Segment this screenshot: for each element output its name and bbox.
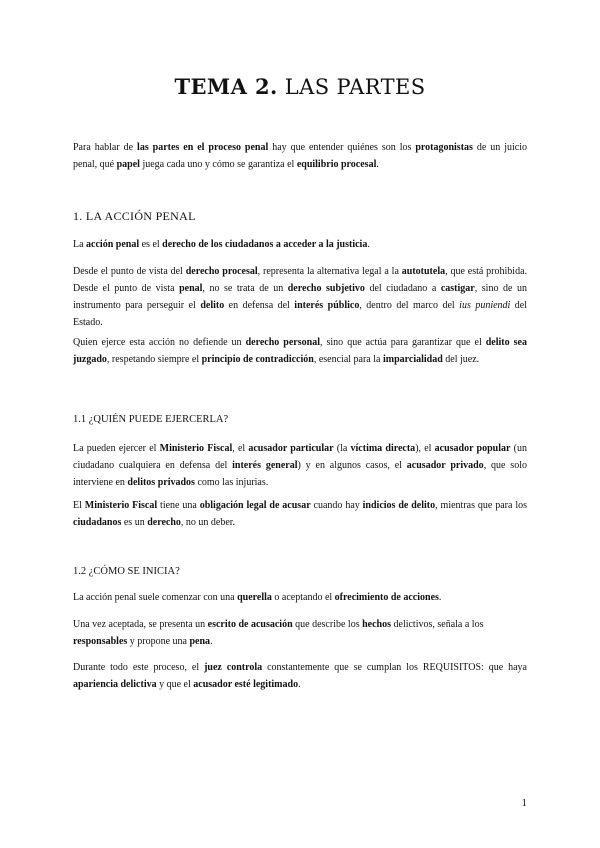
text-run: que describe los [292, 619, 363, 630]
section-heading-como-se-inicia: 1.2 ¿CÓMO SE INICIA? [73, 566, 180, 577]
text-run: La pueden ejercer el [73, 443, 160, 454]
text-run: , sino que actúa para garantizar que el [319, 337, 486, 348]
text-run: tiene una [157, 500, 200, 511]
paragraph-ministerio-fiscal [73, 497, 527, 531]
title-number: TEMA 2. [174, 74, 278, 99]
text-run: y propone una [127, 636, 190, 647]
bold-term: autotutela [401, 266, 446, 277]
bold-term: víctima directa [350, 443, 416, 454]
bold-term: acción penal [86, 239, 140, 250]
text-run: constantemente que se cumplan los REQUISITOS: que haya [262, 662, 527, 673]
bold-term: delito sea juzgado [73, 337, 527, 365]
bold-term: indicios de delito [362, 500, 436, 511]
bold-term: responsables [73, 636, 128, 647]
section-heading-quien-puede: 1.1 ¿QUIÉN PUEDE EJERCERLA? [73, 414, 229, 425]
text-run: , respetando siempre el [106, 354, 202, 365]
bold-term: principio de contradicción [201, 354, 314, 365]
page-number: 1 [521, 797, 527, 809]
text-run: (un ciudadano cualquiera en defensa del [73, 443, 527, 471]
paragraph-quien-ejerce [73, 334, 527, 368]
text-run: El [73, 500, 85, 511]
bold-term: obligación legal de acusar [199, 500, 311, 511]
text-run: cuando hay [310, 500, 363, 511]
paragraph-derecho-procesal [73, 263, 527, 331]
text-run: . [210, 636, 213, 647]
text-run: . [376, 159, 379, 170]
bold-term: Ministerio Fiscal [84, 500, 158, 511]
text-run: , que solo interviene en [73, 460, 527, 488]
paragraph-juez-controla [73, 659, 527, 693]
bold-term: acusador particular [248, 443, 334, 454]
text-run: , esencial para la [313, 354, 383, 365]
bold-term: castigar [440, 283, 475, 294]
bold-term: derecho procesal [185, 266, 258, 277]
page-title [0, 74, 600, 99]
text-run: , que está prohibida. Desde el punto de vista [73, 266, 528, 294]
text-run: La [73, 239, 87, 250]
bold-term: acusador privado [406, 460, 484, 471]
text-run: juega cada uno y cómo se garantiza el [139, 159, 297, 170]
bold-term: pena [189, 636, 211, 647]
text-run: ), el [415, 443, 435, 454]
bold-term: derecho subjetivo [287, 283, 365, 294]
bold-term: imparcialidad [382, 354, 443, 365]
text-run: del Estado. [73, 300, 528, 328]
paragraph-escrito-acusacion [73, 616, 527, 650]
bold-term: escrito de acusación [207, 619, 293, 630]
bold-term: querella [237, 592, 272, 603]
bold-term: ciudadanos [73, 517, 122, 528]
text-run: como las injurias. [194, 477, 269, 488]
bold-term: delitos privados [127, 477, 195, 488]
bold-term: derecho [147, 517, 181, 528]
bold-term: ofrecimiento de acciones [334, 592, 439, 603]
text-run: Desde el punto de vista del [73, 266, 186, 277]
bold-term: juez controla [204, 662, 263, 673]
text-run: , el [232, 443, 249, 454]
text-run: y que el [156, 679, 194, 690]
bold-term: hechos [362, 619, 391, 630]
section-heading-accion-penal: 1. LA ACCIÓN PENAL [73, 209, 196, 223]
text-run: , sino de un instrumento para perseguir el [73, 283, 527, 311]
bold-term: derecho personal [245, 337, 320, 348]
bold-term: equilibrio procesal [296, 159, 377, 170]
bold-term: papel [116, 159, 140, 170]
text-run: . [438, 592, 442, 603]
text-run: , no se trata de un [202, 283, 288, 294]
paragraph-querella [73, 589, 527, 606]
text-run: Quien ejerce esta acción no defiende un [73, 337, 246, 348]
text-run: ) y en algunos casos, el [297, 460, 407, 471]
bold-term: derecho de los ciudadanos a acceder a la justicia [162, 239, 368, 250]
text-run: en defensa del [224, 300, 295, 311]
text-run: (la [333, 443, 351, 454]
text-run: delictivos, señala a los [391, 619, 484, 630]
bold-term: interés general [232, 460, 298, 471]
text-run: o aceptando el [271, 592, 335, 603]
text-run: . [298, 679, 301, 690]
text-run: . [367, 239, 370, 250]
bold-term: protagonistas [415, 142, 473, 153]
paragraph-quienes-ejercen [73, 440, 527, 491]
text-run: , no un deber. [180, 517, 236, 528]
bold-term: acusador esté legitimado [193, 679, 299, 690]
bold-term: delito [200, 300, 225, 311]
intro-paragraph [73, 139, 527, 173]
text-run: del juez. [442, 354, 480, 365]
text-run: Para hablar de [73, 142, 138, 153]
text-run: Una vez aceptada, se presenta un [73, 619, 208, 630]
bold-term: Ministerio Fiscal [159, 443, 233, 454]
bold-term: acusador popular [434, 443, 511, 454]
text-run: La acción penal suele comenzar con una [73, 592, 238, 603]
text-run: Durante todo este proceso, el [73, 662, 205, 673]
text-run: es un [121, 517, 148, 528]
text-run: , dentro del marco del [359, 300, 460, 311]
title-text: LAS PARTES [284, 75, 426, 99]
paragraph-accion-penal-definition [73, 236, 527, 253]
bold-term: las partes en el proceso penal [137, 142, 269, 153]
bold-term: penal [179, 283, 203, 294]
text-run: del ciudadano a [364, 283, 441, 294]
text-run: es el [139, 239, 163, 250]
bold-term: interés público [294, 300, 360, 311]
text-run: , representa la alternativa legal a la [257, 266, 402, 277]
text-run: , mientras que para los [435, 500, 527, 511]
bold-term: apariencia delictiva [73, 679, 157, 690]
text-run: de un juicio penal, qué [73, 142, 527, 170]
text-run: hay que entender quiénes son los [268, 142, 416, 153]
italic-term: ius puniendi [459, 300, 511, 311]
